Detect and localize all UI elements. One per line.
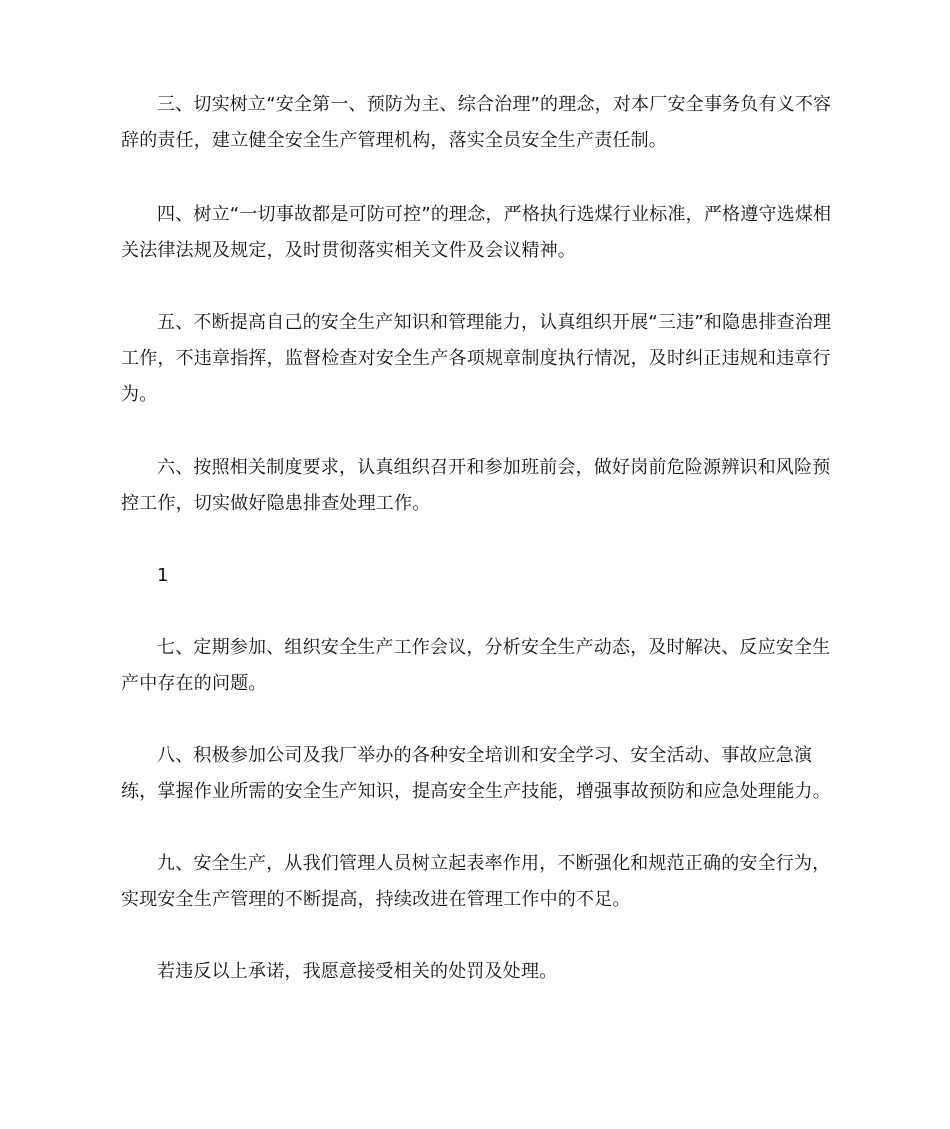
paragraph-item-7: 七、定期参加、组织安全生产工作会议，分析安全生产动态，及时解决、反应安全生产中存在的问题。 bbox=[121, 637, 831, 694]
paragraph-item-9: 九、安全生产，从我们管理人员树立起表率作用，不断强化和规范正确的安全行为，实现安全生产管理的不断提高，持续改进在管理工作中的不足。 bbox=[121, 853, 831, 910]
paragraph-item-8: 八、积极参加公司及我厂举办的各种安全培训和安全学习、安全活动、事故应急演练，掌握作业所需的安全生产知识，提高安全生产技能，增强事故预防和应急处理能力。 bbox=[121, 745, 831, 802]
closing-statement: 若违反以上承诺，我愿意接受相关的处罚及处理。 bbox=[157, 961, 558, 982]
paragraph-item-3: 三、切实树立“安全第一、预防为主、综合治理”的理念，对本厂安全事务负有义不容辞的责任，建立健全安全生产管理机构，落实全员安全生产责任制。 bbox=[121, 94, 832, 151]
page-number: 1 bbox=[157, 565, 169, 586]
paragraph-item-4: 四、树立“一切事故都是可防可控”的理念，严格执行选煤行业标准，严格遵守选煤相关法律法规及规定，及时贯彻落实相关文件及会议精神。 bbox=[121, 204, 832, 261]
paragraph-item-6: 六、按照相关制度要求，认真组织召开和参加班前会，做好岗前危险源辨识和风险预控工作，切实做好隐患排查处理工作。 bbox=[121, 457, 831, 514]
paragraph-item-5: 五、不断提高自己的安全生产知识和管理能力，认真组织开展“三违”和隐患排查治理工作，不违章指挥，监督检查对安全生产各项规章制度执行情况，及时纠正违规和违章行为。 bbox=[121, 312, 832, 405]
